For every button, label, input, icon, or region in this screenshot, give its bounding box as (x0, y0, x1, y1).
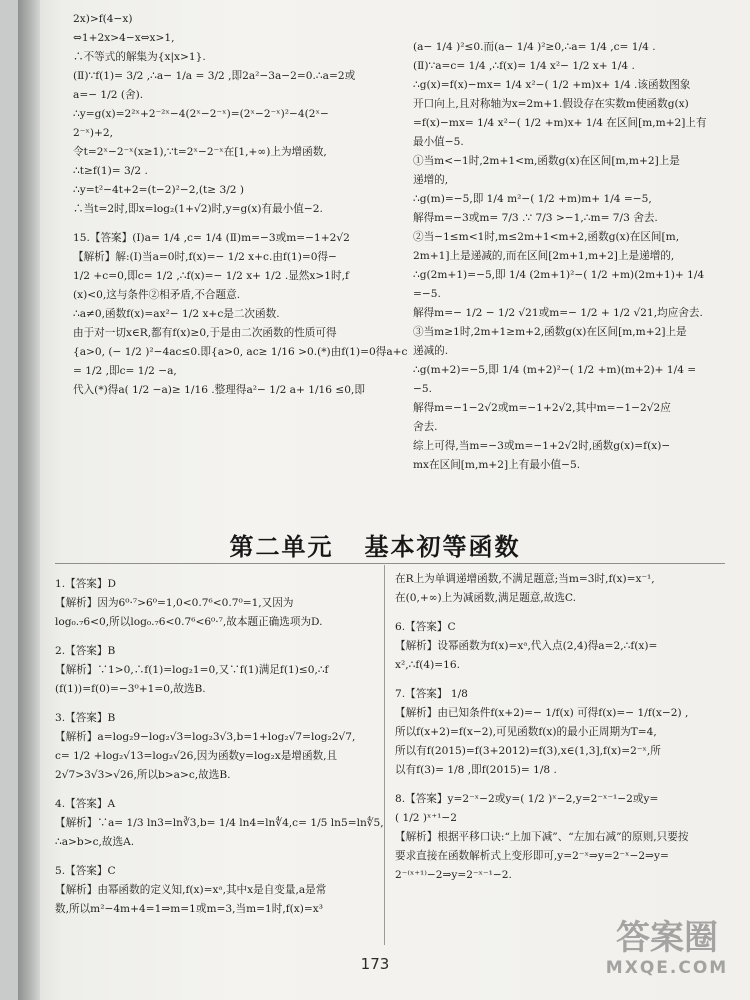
text-line: (Ⅱ)∵a=c= 1/4 ,∴f(x)= 1/4 x²− 1/2 x+ 1/4 . (413, 60, 635, 72)
text-line: 15.【答案】(Ⅰ)a= 1/4 ,c= 1/4 (Ⅱ)m=−3或m=−1+2√2 (73, 232, 350, 244)
line-spacer (73, 219, 393, 229)
text-line: 【解析】由已知条件f(x+2)=− 1/f(x) 可得f(x)=− 1/f(x−2) , (395, 707, 689, 719)
text-line: ∴y=t²−4t+2=(t−2)²−2,(t≥ 3/2 ) (73, 184, 245, 196)
text-line: 开口向上,且对称轴为x=2m+1.假设存在实数m使函数g(x) (413, 98, 689, 110)
text-line: 最小值−5. (413, 136, 464, 148)
text-line: 4.【答案】A (55, 798, 116, 810)
left-column-top (73, 10, 408, 400)
text-line: 在R上为单调递增函数,不满足题意;当m=3时,f(x)=x⁻¹, (395, 573, 655, 585)
text-line: 5.【答案】C (55, 865, 116, 877)
title-rule (55, 563, 725, 564)
line-spacer (55, 785, 373, 795)
text-line: (a− 1/4 )²≤0.而(a− 1/4 )²≥0,∴a= 1/4 ,c= 1/4 . (413, 41, 656, 53)
text-line: 2.【答案】B (55, 645, 116, 657)
text-line: 令t=2ˣ−2⁻ˣ(x≥1),∵t=2ˣ−2⁻ˣ在[1,+∞)上为增函数, (73, 146, 327, 158)
line-spacer (55, 699, 373, 709)
text-line: 所以f(x+2)=f(x−2),可见函数f(x)的最小正周期为T=4, (395, 726, 657, 738)
text-line: ( 1/2 )ˣ⁺¹−2 (395, 812, 457, 824)
line-spacer (55, 632, 373, 642)
text-line: =f(x)−mx= 1/4 x²−( 1/2 +m)x+ 1/4 在区间[m,m+2]上有 (413, 117, 707, 129)
line-spacer (395, 675, 725, 685)
text-line: ②当−1≤m<1时,m≤2m+1<m+2,函数g(x)在区间[m, (413, 231, 680, 243)
text-line: 【解析】因为6⁰·⁷>6⁰=1,0<0.7⁶<0.7⁰=1,又因为 (55, 597, 294, 609)
text-line: 1.【答案】D (55, 578, 116, 590)
text-line: 由于对一切x∈R,都有f(x)≥0,于是由二次函数的性质可得 (73, 327, 337, 339)
text-line: x²,∴f(4)=16. (395, 659, 460, 671)
text-line: ③当m≥1时,2m+1≥m+2,函数g(x)在区间[m,m+2]上是 (413, 326, 687, 338)
text-line: =−5. (413, 288, 441, 300)
text-line: a=− 1/2 (舍). (73, 89, 144, 101)
text-line: 所以有f(2015)=f(3+2012)=f(3),x∈(1,3],f(x)=2⁻ˣ,所 (395, 745, 661, 757)
text-line: mx在区间[m,m+2]上有最小值−5. (413, 459, 581, 471)
text-line: 解得m=−3或m= 7/3 .∵ 7/3 >−1,∴m= 7/3 舍去. (413, 212, 658, 224)
text-line: ∴a>b>c,故选A. (55, 836, 135, 848)
text-line: {a>0, (− 1/2 )²−4ac≤0.即{a>0, ac≥ 1/16 >0.(*)由f(1)=0得a+c (73, 346, 408, 358)
text-line: ⇔1+2x>4−x⇔x>1, (73, 32, 175, 44)
text-line: 2m+1]上是递减的,而在区间[2m+1,m+2]上是递增的, (413, 250, 675, 262)
line-spacer (395, 780, 725, 790)
text-line: = 1/2 ,即c= 1/2 −a, (73, 365, 177, 377)
unit-title: 第二单元 基本初等函数 (229, 533, 521, 561)
text-line: 1/2 +c=0,即c= 1/2 ,∴f(x)=− 1/2 x+ 1/2 .显然x>1时,f (73, 270, 349, 282)
text-line: ∴t≥f(1)= 3/2 . (73, 165, 148, 177)
right-column-bottom (395, 570, 725, 885)
text-line: ∴g(m+2)=−5,即 1/4 (m+2)²−( 1/2 +m)(m+2)+ 1/4 = (413, 364, 697, 376)
text-line: c= 1/2 +log₂√13=log₂√26,因为函数y=log₂x是增函数,且 (55, 750, 338, 762)
text-line: log₀.₇6<0,所以log₀.₇6<0.7⁶<6⁰·⁷,故本题正确选项为D. (55, 616, 323, 628)
text-line: 舍去. (413, 421, 438, 433)
line-spacer (55, 852, 373, 862)
text-line: 2x)>f(4−x) (73, 13, 133, 25)
watermark-text-bottom: MXQE.COM (605, 958, 729, 978)
text-line: 要求直接在函数解析式上变形即可,y=2⁻ˣ⇒y=2⁻ˣ−2⇒y= (395, 850, 669, 862)
text-line: 2⁻⁽ˣ⁺¹⁾−2⇒y=2⁻ˣ⁻¹−2. (395, 869, 512, 881)
text-line: 解得m=− 1/2 − 1/2 √21或m=− 1/2 + 1/2 √21,均应舍去. (413, 307, 703, 319)
text-line: 数,所以m²−4m+4=1⇒m=1或m=3,当m=1时,f(x)=x³ (55, 903, 323, 915)
text-line: 【解析】∵a= 1/3 ln3=ln∛3,b= 1/4 ln4=ln∜4,c= 1/5 ln5=ln∜5, (55, 817, 384, 829)
text-line: ∴y=g(x)=2²ˣ+2⁻²ˣ−4(2ˣ−2⁻ˣ)=(2ˣ−2⁻ˣ)²−4(2ˣ− (73, 108, 329, 120)
text-line: ①当m<−1时,2m+1<m,函数g(x)在区间[m,m+2]上是 (413, 155, 680, 167)
text-line: 递增的, (413, 174, 449, 186)
text-line: (x)<0,这与条件②相矛盾,不合题意. (73, 289, 241, 301)
text-line: 【解析】∵1>0,∴f(1)=log₂1=0,又∵f(1)满足f(1)≤0,∴f (55, 664, 329, 676)
text-line: 【解析】a=log₂9−log₂√3=log₂3√3,b=1+log₂√7=log₂2√7, (55, 731, 356, 743)
page-number: 173 (360, 955, 390, 973)
text-line: 【解析】根据平移口诀:“上加下减”、“左加右减”的原则,只要按 (395, 831, 689, 843)
text-line: −5. (413, 383, 432, 395)
column-divider (384, 565, 385, 945)
watermark-logo (592, 918, 742, 996)
right-column-top (413, 38, 743, 475)
text-line: 2√7>3√3>√26,所以b>a>c,故选B. (55, 769, 231, 781)
book-spine (18, 0, 40, 1000)
text-line: ∴当t=2时,即x=log₂(1+√2)时,y=g(x)有最小值−2. (73, 203, 323, 215)
line-spacer (395, 608, 725, 618)
text-line: ∴g(m)=−5,即 1/4 m²−( 1/2 +m)m+ 1/4 =−5, (413, 193, 652, 205)
text-line: 3.【答案】B (55, 712, 116, 724)
text-line: (f(1))=f(0)=−3⁰+1=0,故选B. (55, 683, 206, 695)
text-line: 6.【答案】C (395, 621, 456, 633)
text-line: 8.【答案】y=2⁻ˣ−2或y=( 1/2 )ˣ−2,y=2⁻ˣ⁻¹−2或y= (395, 793, 659, 805)
text-line: 【解析】设幂函数为f(x)=xᵃ,代入点(2,4)得a=2,∴f(x)= (395, 640, 658, 652)
text-line: 综上可得,当m=−3或m=−1+2√2时,函数g(x)=f(x)− (413, 440, 671, 452)
text-line: 以有f(3)= 1/8 ,即f(2015)= 1/8 . (395, 764, 557, 776)
text-line: ∴不等式的解集为{x|x>1}. (73, 51, 206, 63)
text-line: 【解析】由幂函数的定义知,f(x)=xᵃ,其中x是自变量,a是常 (55, 884, 327, 896)
text-line: ∴a≠0,函数f(x)=ax²− 1/2 x+c是二次函数. (73, 308, 280, 320)
text-line: 2⁻ˣ)+2, (73, 127, 113, 139)
left-column-bottom (55, 575, 384, 919)
text-line: ∴g(x)=f(x)−mx= 1/4 x²−( 1/2 +m)x+ 1/4 .该函数图象 (413, 79, 691, 91)
text-line: 递减的. (413, 345, 449, 357)
watermark-text-top: 答案圈 (616, 918, 718, 958)
text-line: 在(0,+∞)上为减函数,满足题意,故选C. (395, 592, 577, 604)
text-line: 【解析】解:(Ⅰ)当a=0时,f(x)=− 1/2 x+c.由f(1)=0得− (73, 251, 337, 263)
text-line: 代入(*)得a( 1/2 −a)≥ 1/16 .整理得a²− 1/2 a+ 1/16 ≤0,即 (73, 384, 365, 396)
text-line: ∴g(2m+1)=−5,即 1/4 (2m+1)²−( 1/2 +m)(2m+1)+ 1/4 (413, 269, 705, 281)
text-line: 解得m=−1−2√2或m=−1+2√2,其中m=−1−2√2应 (413, 402, 671, 414)
text-line: 7.【答案】 1/8 (395, 688, 468, 700)
text-line: (Ⅱ)∵f(1)= 3/2 ,∴a− 1/a = 3/2 ,即2a²−3a−2=0.∴a=2或 (73, 70, 356, 82)
